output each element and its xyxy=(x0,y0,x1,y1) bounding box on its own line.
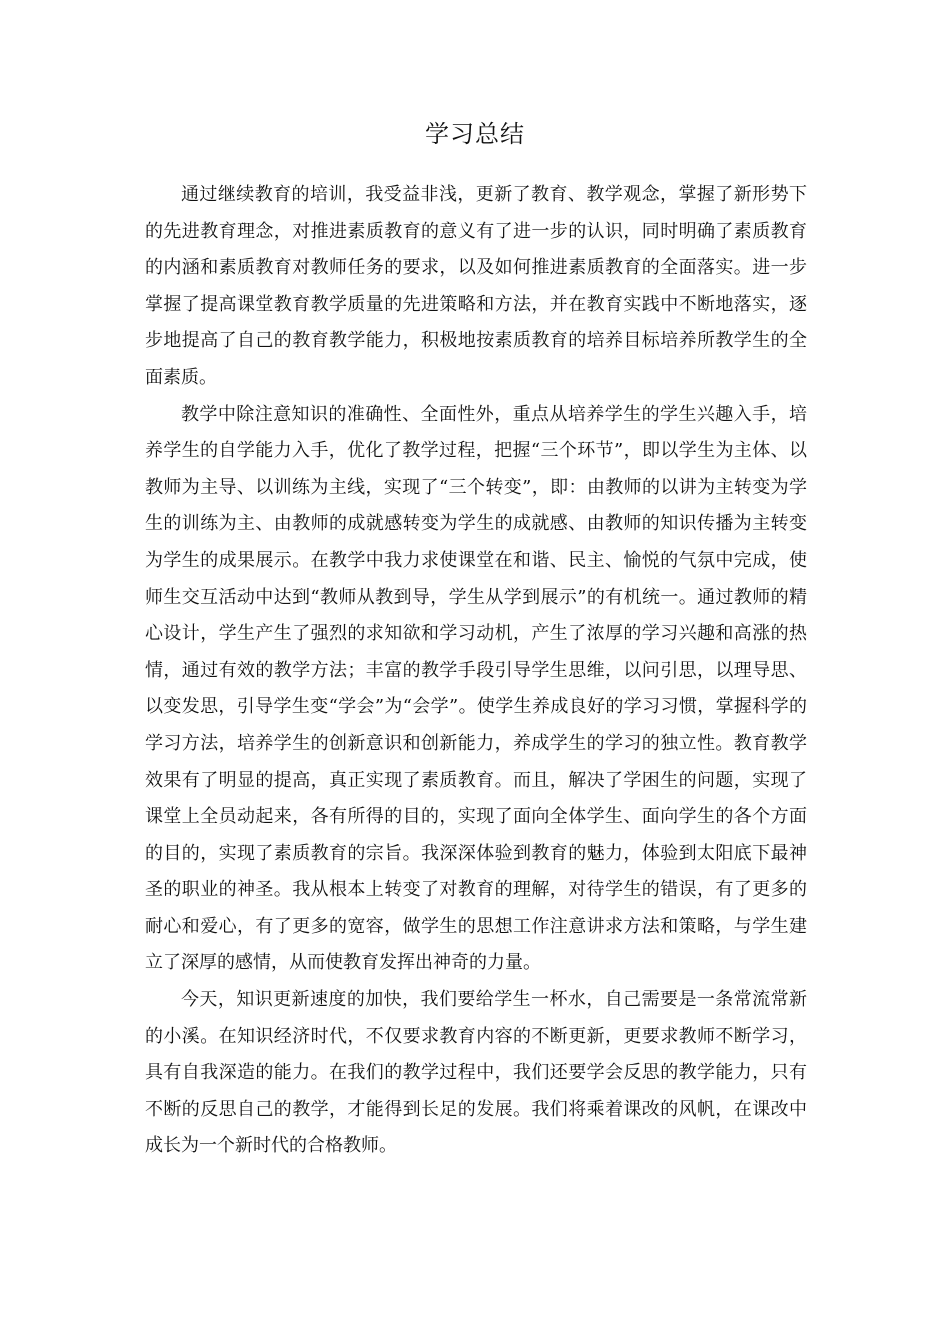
document-body xyxy=(145,177,807,1165)
paragraph-2: 教学中除注意知识的准确性、全面性外，重点从培养学生的学生兴趣入手，培养学生的自学能力入手，优化了教学过程，把握“三个环节”，即以学生为主体、以教师为主导、以训练为主线，实现了“三个转变”，即：由教师的以讲为主转变为学生的训练为主、由教师的成就感转变为学生的成就感、由教师的知识传播为主转变为学生的成果展示。在教学中我力求使课堂在和谐、民主、愉悦的气氛中完成，使师生交互活动中达到“教师从教到导，学生从学到展示”的有机统一。通过教师的精心设计，学生产生了强烈的求知欲和学习动机，产生了浓厚的学习兴趣和高涨的热情，通过有效的教学方法；丰富的教学手段引导学生思维，以问引思，以理导思、以变发思，引导学生变“学会”为“会学”。使学生养成良好的学习习惯，掌握科学的学习方法，培养学生的创新意识和创新能力，养成学生的学习的独立性。教育教学效果有了明显的提高，真正实现了素质教育。而且，解决了学困生的问题，实现了课堂上全员动起来，各有所得的目的，实现了面向全体学生、面向学生的各个方面的目的，实现了素质教育的宗旨。我深深体验到教育的魅力，体验到太阳底下最神圣的职业的神圣。我从根本上转变了对教育的理解，对待学生的错误，有了更多的耐心和爱心，有了更多的宽容，做学生的思想工作注意讲求方法和策略，与学生建立了深厚的感情，从而使教育发挥出神奇的力量。 xyxy=(145,403,807,974)
document-title: 学习总结 xyxy=(425,120,525,148)
paragraph-1: 通过继续教育的培训，我受益非浅，更新了教育、教学观念，掌握了新形势下的先进教育理念，对推进素质教育的意义有了进一步的认识，同时明确了素质教育的内涵和素质教育对教师任务的要求，以及如何推进素质教育的全面落实。进一步掌握了提高课堂教育教学质量的先进策略和方法，并在教育实践中不断地落实，逐步地提高了自己的教育教学能力，积极地按素质教育的培养目标培养所教学生的全面素质。 xyxy=(145,184,807,388)
paragraph-3: 今天，知识更新速度的加快，我们要给学生一杯水，自己需要是一条常流常新的小溪。在知识经济时代，不仅要求教育内容的不断更新，更要求教师不断学习，具有自我深造的能力。在我们的教学过程中，我们还要学会反思的教学能力，只有不断的反思自己的教学，才能得到长足的发展。我们将乘着课改的风帆，在课改中成长为一个新时代的合格教师。 xyxy=(145,989,807,1157)
